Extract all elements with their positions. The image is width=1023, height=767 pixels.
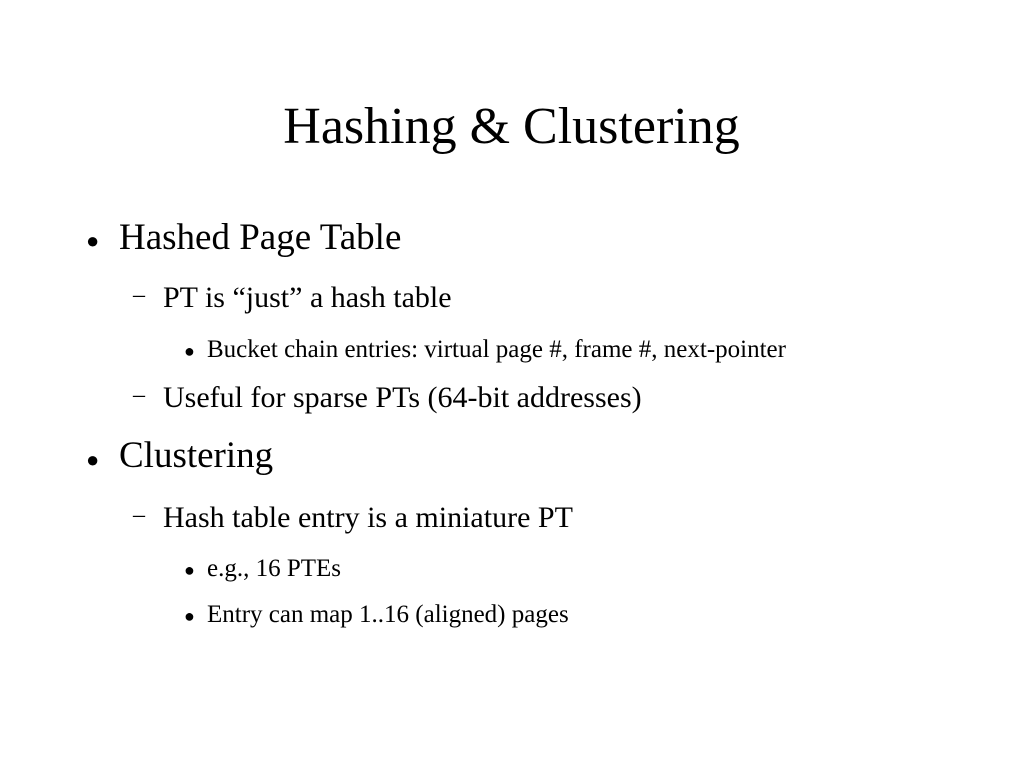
bullet-icon: ● [184,606,195,626]
bullet-hashed-page-table: Hashed Page Table [119,217,402,258]
slide-title: Hashing & Clustering [283,98,740,155]
sub-bullet-pt-hash-table: PT is “just” a hash table [163,281,452,314]
bullet-icon: ● [86,447,100,472]
sub-bullet-miniature-pt: Hash table entry is a miniature PT [163,501,573,534]
sub-bullet-sparse-pts: Useful for sparse PTs (64-bit addresses) [163,381,642,414]
sub-sub-bullet-16-ptes: e.g., 16 PTEs [207,555,342,582]
bullet-icon: ● [184,341,195,361]
dash-icon: – [133,382,145,408]
dash-icon: – [133,282,145,308]
bullet-icon: ● [86,228,100,253]
bullet-icon: ● [184,560,195,580]
bullet-clustering: Clustering [119,435,274,476]
dash-icon: – [133,502,145,528]
sub-sub-bullet-bucket-chain: Bucket chain entries: virtual page #, frame #, next-pointer [207,336,786,363]
sub-sub-bullet-aligned-pages: Entry can map 1..16 (aligned) pages [207,601,569,628]
